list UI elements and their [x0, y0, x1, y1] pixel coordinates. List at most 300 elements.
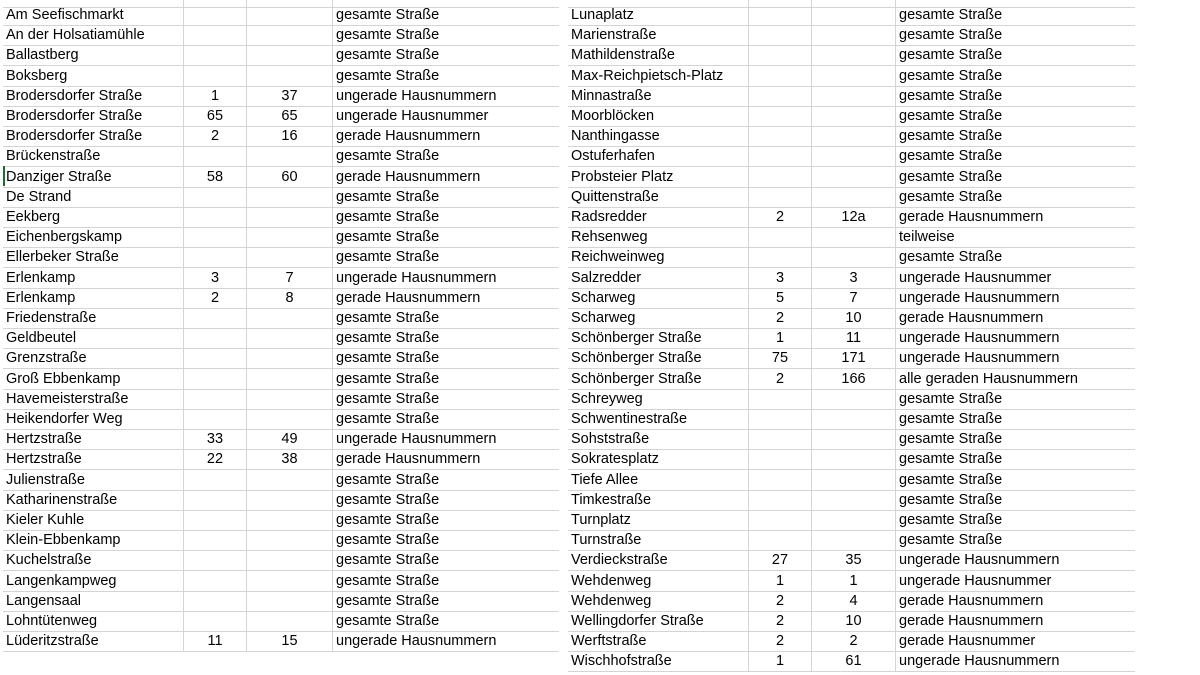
table-row: [3, 611, 559, 632]
table-row: [568, 45, 1135, 66]
table-row: [568, 409, 1135, 430]
table-row: [568, 510, 1135, 531]
cell-street[interactable]: Sokratesplatz: [568, 449, 749, 469]
cell-to[interactable]: [812, 25, 896, 45]
cell-scope[interactable]: gesamte Straße: [336, 27, 440, 44]
cell-scope[interactable]: gesamte Straße: [336, 188, 440, 205]
table-row: [3, 86, 559, 107]
cell-from[interactable]: [749, 409, 812, 429]
cell-scope[interactable]: gesamte Straße: [899, 451, 1003, 468]
cell-scope[interactable]: gesamte Straße: [899, 411, 1003, 427]
cell-street[interactable]: Wehdenweg: [568, 591, 749, 611]
cell-scope[interactable]: gesamte Straße: [899, 128, 1003, 145]
cell-scope[interactable]: gesamte Straße: [899, 7, 1003, 23]
right-table: [568, 0, 1135, 675]
cell-from[interactable]: [749, 66, 812, 86]
cell-scope[interactable]: gesamte Straße: [336, 532, 440, 549]
cell-to[interactable]: [247, 227, 333, 247]
cell-to[interactable]: [812, 227, 896, 247]
table-row: [3, 187, 559, 208]
cell-to[interactable]: [247, 207, 333, 227]
cell-to[interactable]: [247, 45, 333, 65]
cell-from[interactable]: [749, 45, 812, 65]
cell-to[interactable]: [812, 490, 896, 510]
cell-from[interactable]: 22: [184, 449, 247, 469]
table-row: [568, 288, 1135, 309]
table-row: [3, 207, 559, 228]
cell-scope[interactable]: gesamte Straße: [336, 552, 440, 569]
cell-scope[interactable]: gesamte Straße: [336, 310, 440, 326]
cell-street[interactable]: Salzredder: [568, 268, 749, 288]
cell-scope[interactable]: gesamte Straße: [899, 67, 1003, 84]
cell-scope[interactable]: gesamte Straße: [336, 330, 440, 347]
cell-from[interactable]: [749, 167, 812, 187]
cell-street[interactable]: Rehsenweg: [568, 227, 749, 247]
cell-street[interactable]: Nanthingasse: [568, 126, 749, 146]
cell-from[interactable]: [749, 227, 812, 247]
cell-scope[interactable]: gerade Hausnummern: [336, 451, 481, 468]
cell-scope[interactable]: gesamte Straße: [336, 471, 440, 488]
cell-from[interactable]: 1: [749, 328, 812, 348]
cell-from[interactable]: [184, 591, 247, 611]
cell-scope[interactable]: gesamte Straße: [899, 249, 1003, 266]
table-row: [568, 550, 1135, 571]
cell-from[interactable]: [184, 247, 247, 267]
cell-to[interactable]: [812, 389, 896, 409]
cell-street[interactable]: Groß Ebbenkamp: [3, 369, 184, 389]
table-row: [568, 146, 1135, 167]
cell-from[interactable]: [749, 389, 812, 409]
cell-to[interactable]: 166: [812, 369, 896, 389]
table-row: [568, 328, 1135, 349]
cell-to[interactable]: 61: [812, 651, 896, 671]
cell-from[interactable]: 2: [749, 611, 812, 631]
cell-scope[interactable]: gerade Hausnummern: [336, 128, 481, 145]
cell-to[interactable]: [812, 86, 896, 106]
cell-to[interactable]: 2: [812, 631, 896, 651]
cell-from[interactable]: 2: [749, 207, 812, 227]
cell-to[interactable]: [247, 530, 333, 550]
cell-scope[interactable]: gerade Hausnummern: [899, 613, 1044, 629]
table-row: [3, 66, 559, 87]
cell-street[interactable]: Am Seefischmarkt: [3, 5, 184, 25]
cell-scope[interactable]: gesamte Straße: [336, 7, 440, 23]
table-row: [568, 651, 1135, 672]
cell-scope[interactable]: gesamte Straße: [899, 471, 1003, 488]
cell-street[interactable]: Marienstraße: [568, 25, 749, 45]
cell-from[interactable]: 2: [749, 591, 812, 611]
cell-scope[interactable]: gesamte Straße: [336, 350, 440, 367]
cell-street[interactable]: Langensaal: [3, 591, 184, 611]
cell-from[interactable]: [184, 571, 247, 591]
cell-from[interactable]: [184, 550, 247, 570]
cell-to[interactable]: [247, 571, 333, 591]
cell-street[interactable]: Schönberger Straße: [568, 348, 749, 368]
table-row: [568, 187, 1135, 208]
cell-from[interactable]: [184, 530, 247, 550]
cell-to[interactable]: 3: [812, 268, 896, 288]
cell-from[interactable]: [749, 126, 812, 146]
cell-street[interactable]: Ballastberg: [3, 45, 184, 65]
cell-scope[interactable]: gesamte Straße: [899, 512, 1003, 528]
cell-scope[interactable]: ungerade Hausnummern: [899, 552, 1060, 569]
cell-street[interactable]: Julienstraße: [3, 470, 184, 490]
cell-street[interactable]: Reichweinweg: [568, 247, 749, 267]
cell-to[interactable]: 171: [812, 348, 896, 368]
cell-to[interactable]: 11: [812, 328, 896, 348]
cell-street[interactable]: Sohststraße: [568, 429, 749, 449]
cell-street[interactable]: Brückenstraße: [3, 146, 184, 166]
cell-from[interactable]: 3: [184, 268, 247, 288]
table-row: [568, 167, 1135, 188]
cell-to[interactable]: 7: [812, 288, 896, 308]
cell-street[interactable]: Radsredder: [568, 207, 749, 227]
cell-scope[interactable]: gesamte Straße: [336, 209, 440, 225]
cell-from[interactable]: 27: [749, 550, 812, 570]
table-row: [3, 5, 559, 26]
table-row: [568, 25, 1135, 46]
cell-to[interactable]: [812, 530, 896, 550]
cell-to[interactable]: [247, 348, 333, 368]
table-row: [568, 490, 1135, 511]
cell-from[interactable]: [184, 369, 247, 389]
cell-to[interactable]: 35: [812, 550, 896, 570]
cell-to[interactable]: [247, 328, 333, 348]
cell-scope[interactable]: gesamte Straße: [336, 47, 440, 64]
cell-to[interactable]: [812, 146, 896, 166]
table-row: [3, 510, 559, 531]
cell-from[interactable]: [184, 510, 247, 530]
cell-scope[interactable]: gesamte Straße: [336, 592, 440, 609]
cell-from[interactable]: [749, 25, 812, 45]
table-row: [568, 449, 1135, 470]
cell-from[interactable]: [749, 146, 812, 166]
cell-scope[interactable]: gesamte Straße: [336, 390, 440, 407]
cell-scope[interactable]: ungerade Hausnummer: [899, 572, 1052, 589]
cell-scope[interactable]: gesamte Straße: [899, 148, 1003, 165]
table-row: [3, 550, 559, 571]
cell-from[interactable]: 2: [749, 308, 812, 328]
cell-street[interactable]: Wellingdorfer Straße: [568, 611, 749, 631]
table-row: [3, 571, 559, 592]
cell-to[interactable]: 60: [247, 167, 333, 187]
table-row: [568, 86, 1135, 107]
cell-scope[interactable]: teilweise: [899, 229, 955, 246]
cell-street[interactable]: Scharweg: [568, 308, 749, 328]
cell-scope[interactable]: gesamte Straße: [899, 532, 1003, 549]
cell-scope[interactable]: gesamte Straße: [899, 27, 1003, 44]
cell-scope[interactable]: gesamte Straße: [899, 390, 1003, 407]
cell-to[interactable]: [247, 389, 333, 409]
cell-to[interactable]: [812, 45, 896, 65]
cell-scope[interactable]: gesamte Straße: [336, 249, 440, 266]
cell-street[interactable]: Katharinenstraße: [3, 490, 184, 510]
cell-scope[interactable]: gesamte Straße: [899, 87, 1003, 104]
cell-street[interactable]: Erlenkamp: [3, 288, 184, 308]
cell-street[interactable]: Turnstraße: [568, 530, 749, 550]
table-row: [3, 490, 559, 511]
cell-street[interactable]: Geldbeutel: [3, 328, 184, 348]
cell-from[interactable]: [184, 389, 247, 409]
cell-street[interactable]: Eekberg: [3, 207, 184, 227]
cell-street[interactable]: Probsteier Platz: [568, 167, 749, 187]
cell-scope[interactable]: gesamte Straße: [336, 148, 440, 165]
cell-to[interactable]: [247, 25, 333, 45]
cell-street[interactable]: Boksberg: [3, 66, 184, 86]
cell-from[interactable]: 33: [184, 429, 247, 449]
cell-scope[interactable]: gesamte Straße: [336, 229, 440, 246]
cell-scope[interactable]: ungerade Hausnummern: [336, 87, 497, 104]
cell-to[interactable]: [247, 247, 333, 267]
cell-from[interactable]: [749, 429, 812, 449]
cell-to[interactable]: [247, 369, 333, 389]
cell-street[interactable]: Mathildenstraße: [568, 45, 749, 65]
cell-to[interactable]: 7: [247, 268, 333, 288]
cell-street[interactable]: Erlenkamp: [3, 268, 184, 288]
cell-street[interactable]: Lüderitzstraße: [3, 631, 184, 651]
cell-street[interactable]: Ostuferhafen: [568, 146, 749, 166]
cell-street[interactable]: Schönberger Straße: [568, 328, 749, 348]
cell-from[interactable]: [749, 470, 812, 490]
table-row: [568, 369, 1135, 390]
cell-street[interactable]: Hertzstraße: [3, 449, 184, 469]
cell-to[interactable]: 10: [812, 308, 896, 328]
table-row: [568, 247, 1135, 268]
cell-to[interactable]: [247, 66, 333, 86]
cell-to[interactable]: 12a: [812, 207, 896, 227]
cell-scope[interactable]: ungerade Hausnummern: [899, 289, 1060, 306]
cell-to[interactable]: [247, 5, 333, 25]
cell-from[interactable]: 2: [184, 288, 247, 308]
cell-street[interactable]: Brodersdorfer Straße: [3, 126, 184, 146]
cell-scope[interactable]: gerade Hausnummern: [336, 289, 481, 306]
table-row: [3, 247, 559, 268]
cell-street[interactable]: Timkestraße: [568, 490, 749, 510]
cell-scope[interactable]: gesamte Straße: [336, 370, 440, 387]
cell-street[interactable]: Hertzstraße: [3, 429, 184, 449]
cell-scope[interactable]: ungerade Hausnummern: [336, 269, 497, 286]
cell-street[interactable]: Quittenstraße: [568, 187, 749, 207]
cell-from[interactable]: 1: [749, 651, 812, 671]
table-row: [3, 227, 559, 248]
cell-street[interactable]: Max-Reichpietsch-Platz: [568, 66, 749, 86]
cell-to[interactable]: 37: [247, 86, 333, 106]
cell-to[interactable]: 49: [247, 429, 333, 449]
cell-from[interactable]: [184, 207, 247, 227]
cell-street[interactable]: Scharweg: [568, 288, 749, 308]
cell-from[interactable]: 5: [749, 288, 812, 308]
cell-from[interactable]: [184, 227, 247, 247]
cell-to[interactable]: [247, 146, 333, 166]
cell-scope[interactable]: gesamte Straße: [899, 431, 1003, 448]
cell-from[interactable]: 58: [184, 167, 247, 187]
cell-from[interactable]: [749, 510, 812, 530]
cell-from[interactable]: [184, 66, 247, 86]
cell-to[interactable]: [812, 167, 896, 187]
cell-scope[interactable]: ungerade Hausnummern: [899, 330, 1060, 347]
cell-street[interactable]: Danziger Straße: [3, 167, 184, 187]
cell-street[interactable]: Tiefe Allee: [568, 470, 749, 490]
cell-to[interactable]: [812, 187, 896, 207]
table-row: [568, 308, 1135, 329]
cell-from[interactable]: 11: [184, 631, 247, 651]
cell-scope[interactable]: ungerade Hausnummern: [336, 633, 497, 650]
cell-scope[interactable]: ungerade Hausnummern: [899, 350, 1060, 367]
cell-from[interactable]: [184, 5, 247, 25]
cell-street[interactable]: Brodersdorfer Straße: [3, 86, 184, 106]
cell-from[interactable]: [184, 409, 247, 429]
cell-scope[interactable]: ungerade Hausnummer: [899, 269, 1052, 286]
cell-street[interactable]: Havemeisterstraße: [3, 389, 184, 409]
cell-to[interactable]: [812, 66, 896, 86]
cell-to[interactable]: [247, 611, 333, 631]
cell-street[interactable]: De Strand: [3, 187, 184, 207]
cell-street[interactable]: Brodersdorfer Straße: [3, 106, 184, 126]
cell-scope[interactable]: gesamte Straße: [899, 108, 1003, 124]
table-row: [568, 227, 1135, 248]
cell-from[interactable]: [749, 490, 812, 510]
cell-scope[interactable]: gesamte Straße: [899, 491, 1003, 508]
cell-from[interactable]: [184, 348, 247, 368]
cell-street[interactable]: Schönberger Straße: [568, 369, 749, 389]
cell-to[interactable]: 8: [247, 288, 333, 308]
cell-from[interactable]: [749, 247, 812, 267]
cell-street[interactable]: Ellerbeker Straße: [3, 247, 184, 267]
cell-scope[interactable]: ungerade Hausnummern: [899, 653, 1060, 670]
cell-from[interactable]: [184, 490, 247, 510]
cell-scope[interactable]: alle geraden Hausnummern: [899, 370, 1078, 387]
table-row: [3, 45, 559, 66]
cell-scope[interactable]: gesamte Straße: [336, 512, 440, 528]
cell-from[interactable]: [184, 470, 247, 490]
cell-to[interactable]: 38: [247, 449, 333, 469]
cell-street[interactable]: Heikendorfer Weg: [3, 409, 184, 429]
cell-scope[interactable]: gerade Hausnummern: [899, 310, 1044, 326]
cell-from[interactable]: 2: [749, 369, 812, 389]
cell-street[interactable]: Schwentinestraße: [568, 409, 749, 429]
cell-street[interactable]: Langenkampweg: [3, 571, 184, 591]
cell-to[interactable]: 65: [247, 106, 333, 126]
cell-street[interactable]: Lunaplatz: [568, 5, 749, 25]
cell-street[interactable]: Eichenbergskamp: [3, 227, 184, 247]
cell-to[interactable]: [247, 187, 333, 207]
cell-scope[interactable]: gesamte Straße: [336, 67, 440, 84]
table-row: [568, 631, 1135, 652]
table-row: [568, 268, 1135, 289]
cell-scope[interactable]: gerade Hausnummern: [899, 592, 1044, 609]
cell-scope[interactable]: gerade Hausnummern: [336, 168, 481, 185]
cell-to[interactable]: [812, 470, 896, 490]
cell-scope[interactable]: gesamte Straße: [899, 188, 1003, 205]
cell-to[interactable]: [247, 591, 333, 611]
cell-to[interactable]: 10: [812, 611, 896, 631]
cell-to[interactable]: [247, 550, 333, 570]
cell-from[interactable]: [749, 449, 812, 469]
table-row: [568, 106, 1135, 127]
cell-from[interactable]: [749, 86, 812, 106]
cell-from[interactable]: 75: [749, 348, 812, 368]
cell-street[interactable]: Verdieckstraße: [568, 550, 749, 570]
cell-street[interactable]: Minnastraße: [568, 86, 749, 106]
cell-scope[interactable]: gerade Hausnummer: [899, 633, 1036, 650]
cell-from[interactable]: [184, 25, 247, 45]
cell-street[interactable]: Lohntütenweg: [3, 611, 184, 631]
cell-scope[interactable]: ungerade Hausnummern: [336, 431, 497, 448]
table-row: [568, 591, 1135, 612]
cell-from[interactable]: [184, 328, 247, 348]
cell-to[interactable]: 1: [812, 571, 896, 591]
cell-from[interactable]: [749, 187, 812, 207]
cell-street[interactable]: Wischhofstraße: [568, 651, 749, 671]
cell-from[interactable]: [749, 530, 812, 550]
cell-scope[interactable]: ungerade Hausnummer: [336, 108, 489, 124]
table-row: [3, 167, 559, 188]
cell-from[interactable]: [184, 611, 247, 631]
cell-scope[interactable]: gerade Hausnummern: [899, 209, 1044, 225]
cell-to[interactable]: [247, 510, 333, 530]
cell-from[interactable]: [184, 308, 247, 328]
cell-to[interactable]: [812, 126, 896, 146]
cell-from[interactable]: 1: [749, 571, 812, 591]
cell-scope[interactable]: gesamte Straße: [899, 47, 1003, 64]
cell-street[interactable]: Schreyweg: [568, 389, 749, 409]
cell-street[interactable]: Klein-Ebbenkamp: [3, 530, 184, 550]
cell-from[interactable]: 2: [749, 631, 812, 651]
cell-street[interactable]: An der Holsatiamühle: [3, 25, 184, 45]
cell-from[interactable]: [184, 187, 247, 207]
cell-to[interactable]: 16: [247, 126, 333, 146]
cell-from[interactable]: 2: [184, 126, 247, 146]
cell-to[interactable]: [247, 409, 333, 429]
cell-street[interactable]: Moorblöcken: [568, 106, 749, 126]
cell-to[interactable]: [812, 5, 896, 25]
cell-from[interactable]: [184, 45, 247, 65]
cell-from[interactable]: 3: [749, 268, 812, 288]
cell-to[interactable]: [812, 409, 896, 429]
cell-scope[interactable]: gesamte Straße: [336, 491, 440, 508]
active-cell-marker: [3, 166, 5, 186]
cell-scope[interactable]: gesamte Straße: [899, 168, 1003, 185]
cell-to[interactable]: [812, 247, 896, 267]
cell-to[interactable]: [247, 470, 333, 490]
cell-to[interactable]: [247, 308, 333, 328]
cell-street[interactable]: Kieler Kuhle: [3, 510, 184, 530]
cell-scope[interactable]: gesamte Straße: [336, 572, 440, 589]
cell-street[interactable]: Turnplatz: [568, 510, 749, 530]
cell-street[interactable]: Wehdenweg: [568, 571, 749, 591]
cell-to[interactable]: [812, 449, 896, 469]
cell-from[interactable]: 1: [184, 86, 247, 106]
cell-to[interactable]: 4: [812, 591, 896, 611]
cell-street[interactable]: Werftstraße: [568, 631, 749, 651]
cell-from[interactable]: [184, 146, 247, 166]
cell-from[interactable]: [749, 5, 812, 25]
cell-street[interactable]: Grenzstraße: [3, 348, 184, 368]
table-row: [568, 207, 1135, 228]
cell-from[interactable]: [749, 106, 812, 126]
cell-scope[interactable]: gesamte Straße: [336, 411, 440, 427]
cell-to[interactable]: [812, 510, 896, 530]
cell-to[interactable]: [812, 429, 896, 449]
cell-street[interactable]: Kuchelstraße: [3, 550, 184, 570]
cell-to[interactable]: [247, 490, 333, 510]
cell-to[interactable]: 15: [247, 631, 333, 651]
cell-to[interactable]: [812, 106, 896, 126]
cell-from[interactable]: 65: [184, 106, 247, 126]
cell-street[interactable]: Friedenstraße: [3, 308, 184, 328]
table-row: [568, 348, 1135, 369]
cell-scope[interactable]: gesamte Straße: [336, 613, 440, 629]
